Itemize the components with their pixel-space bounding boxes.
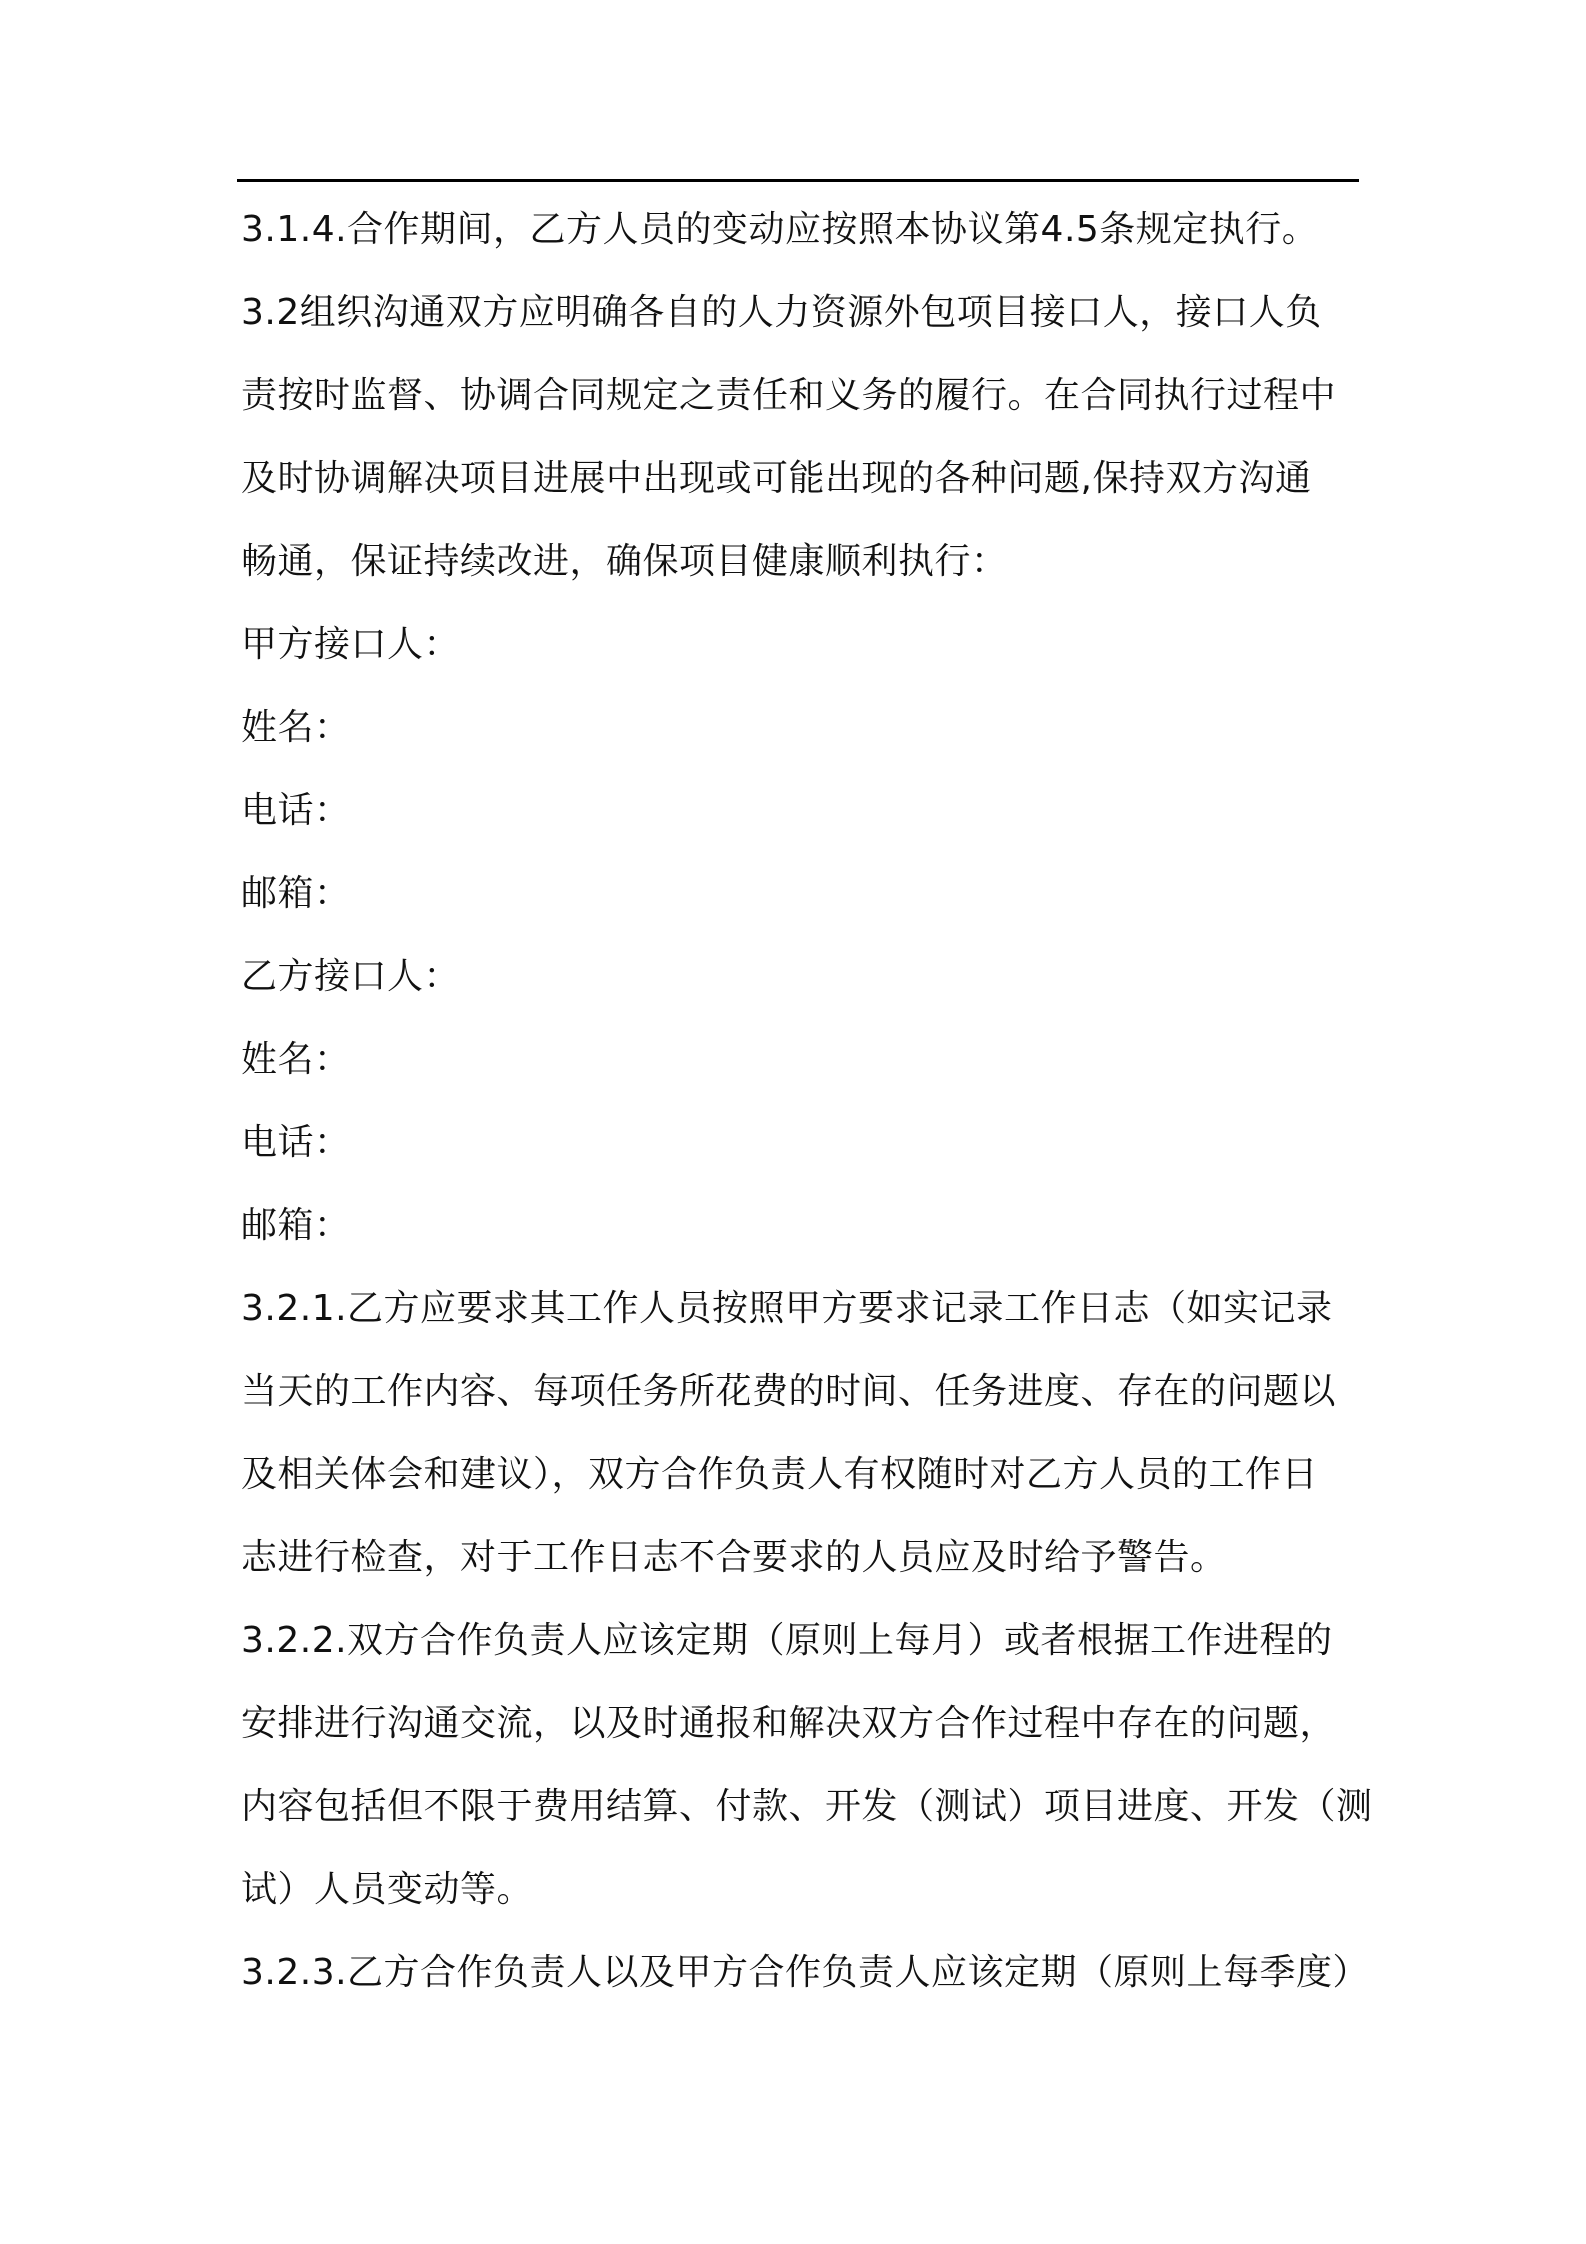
clause-3-2-line-3: 及时协调解决项目进展中出现或可能出现的各种问题,保持双方沟通	[241, 458, 1312, 499]
clause-3-2-line-4: 畅通，保证持续改进，确保项目健康顺利执行：	[241, 541, 1008, 582]
clause-3-2-2-line-3: 内容包括但不限于费用结算、付款、开发（测试）项目进度、开发（测	[241, 1786, 1373, 1827]
clause-3-2-1-line-4: 志进行检查，对于工作日志不合要求的人员应及时给予警告。	[241, 1537, 1227, 1578]
clause-3-2-1-line-2: 当天的工作内容、每项任务所花费的时间、任务进度、存在的问题以	[241, 1371, 1337, 1412]
clause-3-2-line-2: 责按时监督、协调合同规定之责任和义务的履行。在合同执行过程中	[241, 375, 1337, 416]
party-b-name-label: 姓名：	[241, 1039, 351, 1080]
clause-3-2-3-line-1: 3.2.3.乙方合作负责人以及甲方合作负责人应该定期（原则上每季度）	[241, 1952, 1370, 1993]
clause-3-1-4-line-1: 3.1.4.合作期间，乙方人员的变动应按照本协议第4.5条规定执行。	[241, 209, 1319, 250]
party-b-email-label: 邮箱：	[241, 1205, 351, 1246]
header-rule	[237, 179, 1359, 182]
party-b-phone-label: 电话：	[241, 1122, 351, 1163]
party-a-name-label: 姓名：	[241, 707, 351, 748]
clause-3-2-2-line-1: 3.2.2.双方合作负责人应该定期（原则上每月）或者根据工作进程的	[241, 1620, 1333, 1661]
party-a-email-label: 邮箱：	[241, 873, 351, 914]
clause-3-2-2-line-4: 试）人员变动等。	[241, 1869, 534, 1910]
clause-3-2-2-line-2: 安排进行沟通交流，以及时通报和解决双方合作过程中存在的问题，	[241, 1703, 1337, 1744]
party-a-contact-heading: 甲方接口人：	[241, 624, 461, 665]
clause-3-2-1-line-1: 3.2.1.乙方应要求其工作人员按照甲方要求记录工作日志（如实记录	[241, 1288, 1333, 1329]
clause-3-2-1-line-3: 及相关体会和建议），双方合作负责人有权随时对乙方人员的工作日	[241, 1454, 1319, 1495]
party-b-contact-heading: 乙方接口人：	[241, 956, 461, 997]
party-a-phone-label: 电话：	[241, 790, 351, 831]
clause-3-2-line-1: 3.2组织沟通双方应明确各自的人力资源外包项目接口人，接口人负	[241, 292, 1322, 333]
